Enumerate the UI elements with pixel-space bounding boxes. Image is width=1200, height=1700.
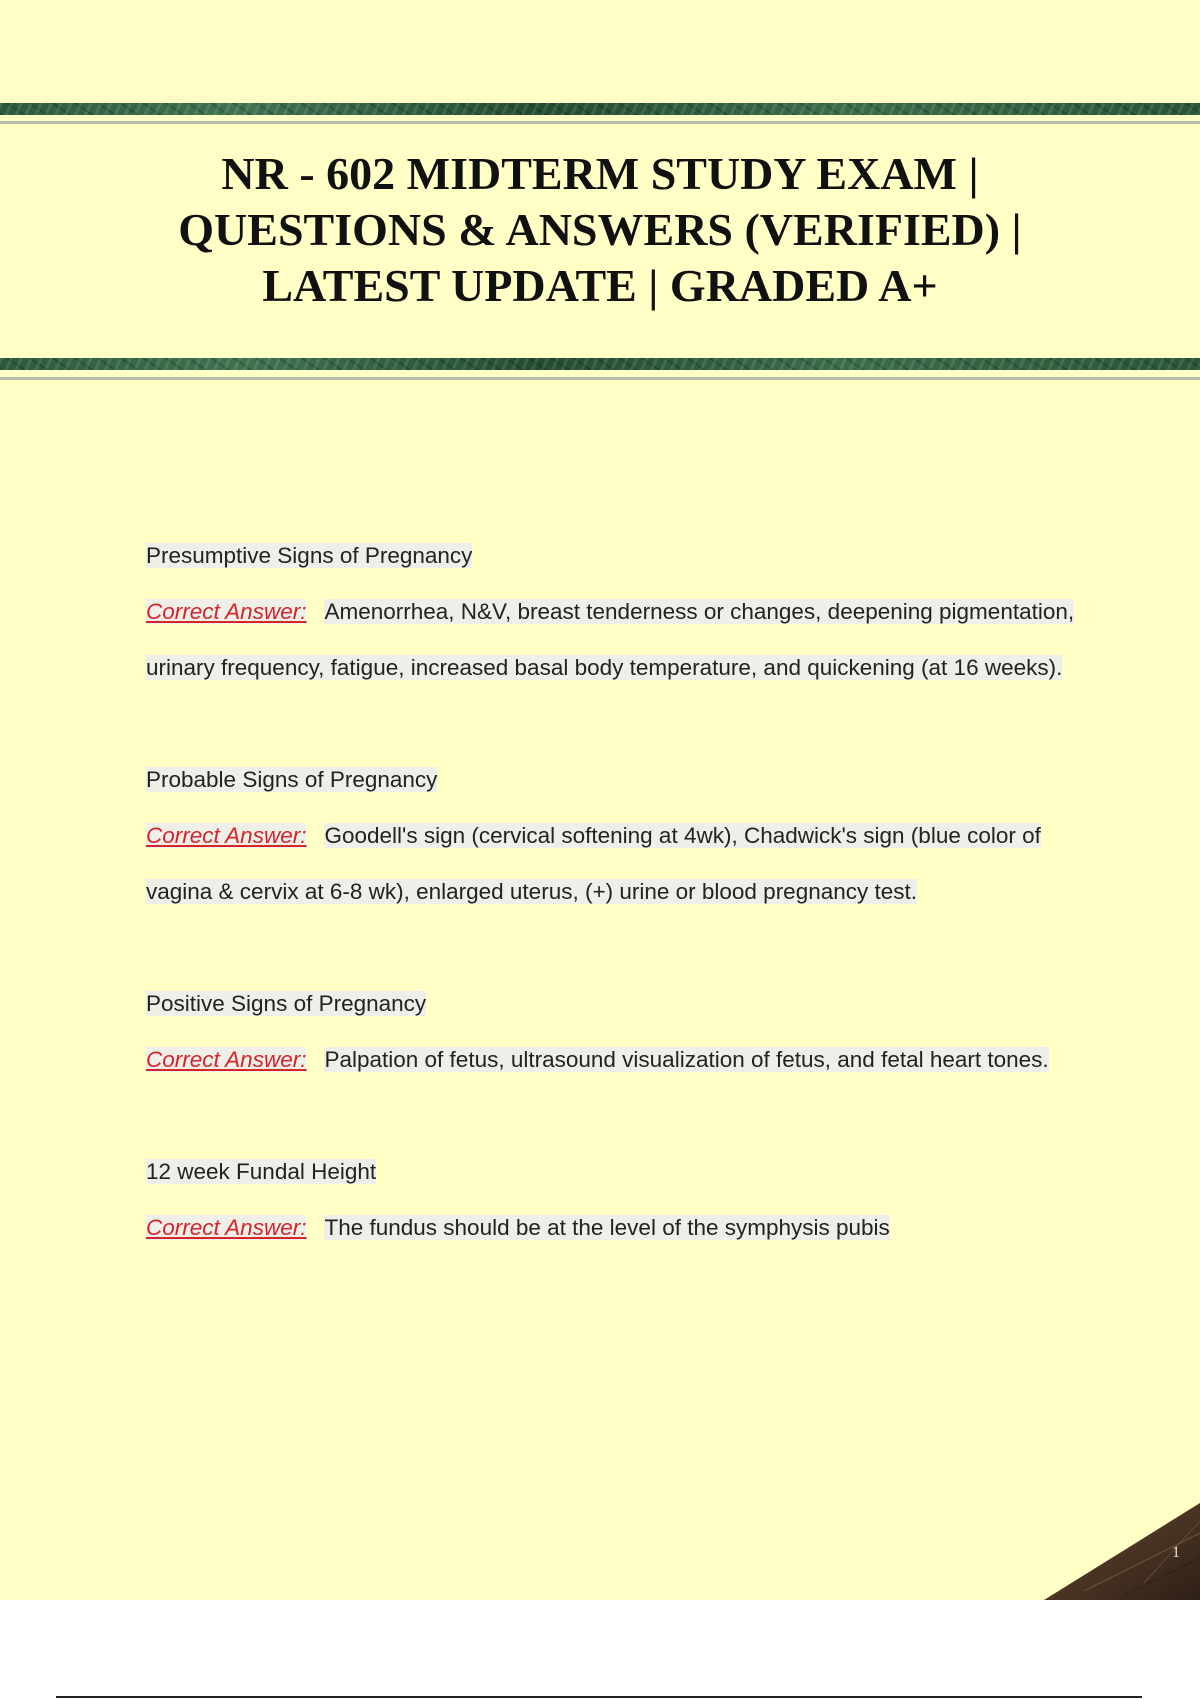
question-text: 12 week Fundal Height	[146, 1159, 377, 1184]
qa-item	[146, 1144, 1096, 1256]
bottom-border-line	[0, 377, 1200, 380]
qa-item	[146, 976, 1096, 1088]
top-border-line	[0, 121, 1200, 124]
answer-block	[146, 1200, 1096, 1256]
answer-block	[146, 584, 1096, 696]
title-line-3: LATEST UPDATE | GRADED A+	[262, 260, 938, 311]
correct-answer-label: Correct Answer:	[146, 599, 307, 624]
answer-text: Palpation of fetus, ultrasound visualization of fetus, and fetal heart tones.	[324, 1047, 1049, 1072]
answer-block	[146, 808, 1096, 920]
question-text: Presumptive Signs of Pregnancy	[146, 543, 473, 568]
document-title	[60, 146, 1140, 314]
answer-block	[146, 1032, 1096, 1088]
correct-answer-label: Correct Answer:	[146, 1047, 307, 1072]
question-text: Probable Signs of Pregnancy	[146, 767, 438, 792]
qa-item	[146, 528, 1096, 696]
correct-answer-label: Correct Answer:	[146, 823, 307, 848]
qa-list	[146, 528, 1096, 1312]
bottom-border-band	[0, 358, 1200, 370]
qa-item	[146, 752, 1096, 920]
page-number: 1	[1172, 1544, 1180, 1561]
top-border-band	[0, 103, 1200, 115]
answer-text: The fundus should be at the level of the symphysis pubis	[324, 1215, 890, 1240]
answer-text: Goodell's sign (cervical softening at 4wk), Chadwick's sign (blue color of vagina & cervix at 6-8 wk), enlarged uterus, (+) urine or blood pregnancy test.	[146, 823, 1041, 904]
question-text: Positive Signs of Pregnancy	[146, 991, 427, 1016]
title-line-1: NR - 602 MIDTERM STUDY EXAM |	[221, 148, 979, 199]
correct-answer-label: Correct Answer:	[146, 1215, 307, 1240]
title-line-2: QUESTIONS & ANSWERS (VERIFIED) |	[178, 204, 1022, 255]
answer-text: Amenorrhea, N&V, breast tenderness or changes, deepening pigmentation, urinary frequency, fatigue, increased basal body temperature, and quickening (at 16 weeks).	[146, 599, 1075, 680]
footer-rule	[56, 1696, 1142, 1698]
